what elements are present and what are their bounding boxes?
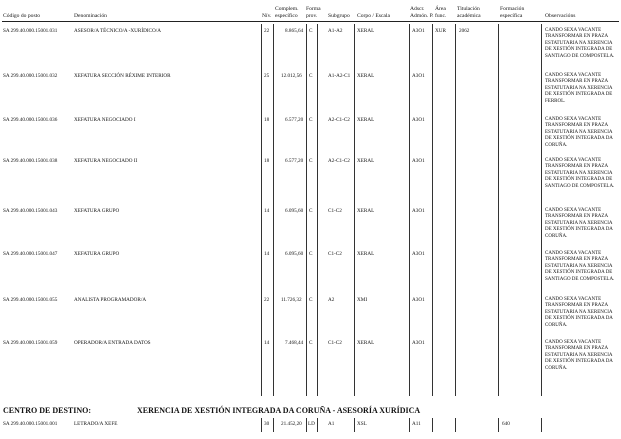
column-divider bbox=[432, 24, 433, 396]
row-2-codigo: SA 299.40.000.15001.032 bbox=[3, 73, 58, 79]
column-divider bbox=[455, 24, 456, 396]
row-5-denominacion: XEFATURA GRUPO bbox=[74, 208, 120, 214]
row-1-codigo: SA 299.40.000.15001.031 bbox=[3, 28, 58, 34]
centro-row-adscr: A11 bbox=[412, 421, 421, 427]
row-2-adscr: A3O1 bbox=[412, 73, 425, 79]
column-divider bbox=[409, 24, 410, 396]
column-divider bbox=[306, 24, 307, 396]
row-5-niv: 14 bbox=[264, 208, 270, 214]
row-4-denominacion: XEFATURA NEGOCIADO II bbox=[74, 158, 138, 164]
row-4-adscr: A3O1 bbox=[412, 158, 425, 164]
column-divider bbox=[541, 24, 542, 396]
row-1-subgrupo: A1-A2 bbox=[328, 28, 343, 34]
row-7-subgrupo: A2 bbox=[328, 297, 335, 303]
column-divider bbox=[498, 418, 499, 432]
row-3-codigo: SA 299.40.000.15001.036 bbox=[3, 117, 58, 123]
row-6-observacions: CANDO SEXA VACANTE TRANSFORMAR EN PRAZA ESTATUTARIA NA XERENCIA DE XESTIÓN INTEGRADA DE SANTIAGO DE COMPOSTELA. bbox=[545, 251, 615, 282]
row-1-corpo: XERAL bbox=[357, 28, 375, 34]
row-5-codigo: SA 299.40.000.15001.043 bbox=[3, 208, 58, 214]
row-1-complem: 8.865,64 bbox=[285, 28, 304, 34]
column-divider bbox=[261, 24, 262, 396]
column-divider bbox=[541, 418, 542, 432]
centro-row-corpo: XSL bbox=[357, 421, 367, 427]
centro-row-formacion: 640 bbox=[502, 421, 510, 427]
column-divider bbox=[317, 24, 318, 396]
row-8-adscr: A3O1 bbox=[412, 340, 425, 346]
header-observacions: Observacións bbox=[545, 13, 576, 19]
row-6-forma: C bbox=[309, 251, 313, 257]
column-divider bbox=[354, 24, 355, 396]
row-1-area: XUR bbox=[435, 28, 446, 34]
column-divider bbox=[354, 418, 355, 432]
row-2-subgrupo: A1-A2-C1 bbox=[328, 73, 351, 79]
row-6-niv: 14 bbox=[264, 251, 270, 257]
row-8-forma: C bbox=[309, 340, 313, 346]
row-6-complem: 6.095,60 bbox=[285, 251, 304, 257]
header-corpo: Corpo / Escala bbox=[357, 13, 390, 19]
row-7-codigo: SA 299.40.000.15001.055 bbox=[3, 297, 58, 303]
centro-row-forma: LD bbox=[308, 421, 315, 427]
row-3-niv: 18 bbox=[264, 117, 270, 123]
row-1-adscr: A3O1 bbox=[412, 28, 425, 34]
row-7-adscr: A3O1 bbox=[412, 297, 425, 303]
centro-row-niv: 30 bbox=[264, 421, 270, 427]
row-8-codigo: SA 299.40.000.15001.059 bbox=[3, 340, 58, 346]
row-7-complem: 11.726,32 bbox=[281, 297, 302, 303]
column-divider bbox=[273, 418, 274, 432]
column-divider bbox=[273, 24, 274, 396]
header-codigo: Código do posto bbox=[3, 13, 40, 19]
row-2-denominacion: XEFATURA SECCIÓN RÉXIME INTERIOR bbox=[74, 73, 171, 79]
row-2-forma: C bbox=[309, 73, 313, 79]
row-3-complem: 6.577,20 bbox=[285, 117, 304, 123]
centro-row-complem: 21.452,20 bbox=[281, 421, 302, 427]
header-titulacion: Titulación académica bbox=[457, 6, 481, 19]
row-2-corpo: XERAL bbox=[357, 73, 375, 79]
centro-destino-name: XERENCIA DE XESTIÓN INTEGRADA DA CORUÑA - ASESORÍA XURÍDICA bbox=[137, 406, 421, 415]
row-7-observacions: CANDO SEXA VACANTE TRANSFORMAR EN PRAZA ESTATUTARIA NA XERENCIA DE XESTIÓN INTEGRADA DA CORUÑA. bbox=[545, 297, 613, 328]
row-8-niv: 14 bbox=[264, 340, 270, 346]
header-formacion: Formación específica bbox=[500, 6, 525, 19]
centro-destino-label: CENTRO DE DESTINO: bbox=[3, 406, 92, 415]
row-8-corpo: XERAL bbox=[357, 340, 375, 346]
row-6-denominacion: XEFATURA GRUPO bbox=[74, 251, 120, 257]
row-1-titulacion: 2062 bbox=[459, 28, 470, 34]
row-7-forma: C bbox=[309, 297, 313, 303]
header-niv: Nív. bbox=[262, 13, 272, 19]
column-divider bbox=[261, 418, 262, 432]
row-4-forma: C bbox=[309, 158, 313, 164]
row-8-observacions: CANDO SEXA VACANTE TRANSFORMAR EN PRAZA ESTATUTARIA NA XERENCIA DE XESTIÓN INTEGRADA DA CORUÑA. bbox=[545, 340, 613, 371]
row-8-complem: 7.468,44 bbox=[285, 340, 304, 346]
row-5-subgrupo: C1-C2 bbox=[328, 208, 342, 214]
row-7-denominacion: ANALISTA PROGRAMADOR/A bbox=[74, 297, 147, 303]
row-4-subgrupo: A2-C1-C2 bbox=[328, 158, 350, 164]
row-1-niv: 22 bbox=[264, 28, 270, 34]
row-1-denominacion: ASESOR/A TÉCNICO/A -XURÍDICO/A bbox=[74, 28, 161, 34]
header-rule bbox=[2, 21, 619, 22]
row-7-corpo: XMI bbox=[357, 297, 368, 303]
row-8-denominacion: OPERADOR/A ENTRADA DATOS bbox=[74, 340, 151, 346]
header-forma: Forma prov. bbox=[306, 6, 321, 19]
row-6-subgrupo: C1-C2 bbox=[328, 251, 342, 257]
row-3-forma: C bbox=[309, 117, 313, 123]
centro-row-codigo: SA 299.40.000.15001.001 bbox=[3, 421, 58, 427]
row-5-complem: 6.095,60 bbox=[285, 208, 304, 214]
column-divider bbox=[498, 24, 499, 396]
centro-row-denominacion: LETRADO/A XEFE bbox=[74, 421, 118, 427]
centro-row-subgrupo: A1 bbox=[328, 421, 335, 427]
column-divider bbox=[455, 418, 456, 432]
row-1-forma: C bbox=[309, 28, 313, 34]
column-divider bbox=[409, 418, 410, 432]
row-3-denominacion: XEFATURA NEGOCIADO I bbox=[74, 117, 136, 123]
row-4-observacions: CANDO SEXA VACANTE TRANSFORMAR EN PRAZA ESTATUTARIA NA XERENCIA DE XESTIÓN INTEGRADA DE SANTIAGO DE COMPOSTELA. bbox=[545, 158, 615, 189]
row-3-observacions: CANDO SEXA VACANTE TRANSFORMAR EN PRAZA ESTATUTARIA NA XERENCIA DE XESTIÓN INTEGRADA DA CORUÑA. bbox=[545, 117, 613, 148]
row-4-codigo: SA 299.40.000.15001.038 bbox=[3, 158, 58, 164]
column-divider bbox=[306, 418, 307, 432]
row-1-observacions: CANDO SEXA VACANTE TRANSFORMAR EN PRAZA ESTATUTARIA NA XERENCIA DE XESTIÓN INTEGRADA DE SANTIAGO DE COMPOSTELA. bbox=[545, 28, 615, 59]
row-6-corpo: XERAL bbox=[357, 251, 375, 257]
header-denominacion: Denominación bbox=[74, 13, 107, 19]
header-adscr: Adscr. Admón. P. bbox=[410, 6, 434, 19]
row-7-niv: 22 bbox=[264, 297, 270, 303]
row-5-forma: C bbox=[309, 208, 313, 214]
column-divider bbox=[432, 418, 433, 432]
row-6-adscr: A3O1 bbox=[412, 251, 425, 257]
row-3-corpo: XERAL bbox=[357, 117, 375, 123]
row-4-complem: 6.577,20 bbox=[285, 158, 304, 164]
header-area: Área func. bbox=[435, 6, 447, 19]
row-5-adscr: A3O1 bbox=[412, 208, 425, 214]
row-2-niv: 25 bbox=[264, 73, 270, 79]
row-3-adscr: A3O1 bbox=[412, 117, 425, 123]
row-6-codigo: SA 299.40.000.15001.047 bbox=[3, 251, 58, 257]
column-divider bbox=[317, 418, 318, 432]
row-3-subgrupo: A2-C1-C2 bbox=[328, 117, 350, 123]
row-5-corpo: XERAL bbox=[357, 208, 375, 214]
header-complem: Complem. específico bbox=[275, 6, 299, 19]
row-8-subgrupo: C1-C2 bbox=[328, 340, 342, 346]
row-2-complem: 12.012,56 bbox=[281, 73, 302, 79]
row-4-corpo: XERAL bbox=[357, 158, 375, 164]
row-2-observacions: CANDO SEXA VACANTE TRANSFORMAR EN PRAZA ESTATUTARIA NA XERENCIA DE XESTIÓN INTEGRADA DE FERROL. bbox=[545, 73, 613, 104]
row-4-niv: 18 bbox=[264, 158, 270, 164]
header-subgrupo: Subgrupo bbox=[328, 13, 350, 19]
row-5-observacions: CANDO SEXA VACANTE TRANSFORMAR EN PRAZA ESTATUTARIA NA XERENCIA DE XESTIÓN INTEGRADA DA CORUÑA. bbox=[545, 208, 613, 239]
